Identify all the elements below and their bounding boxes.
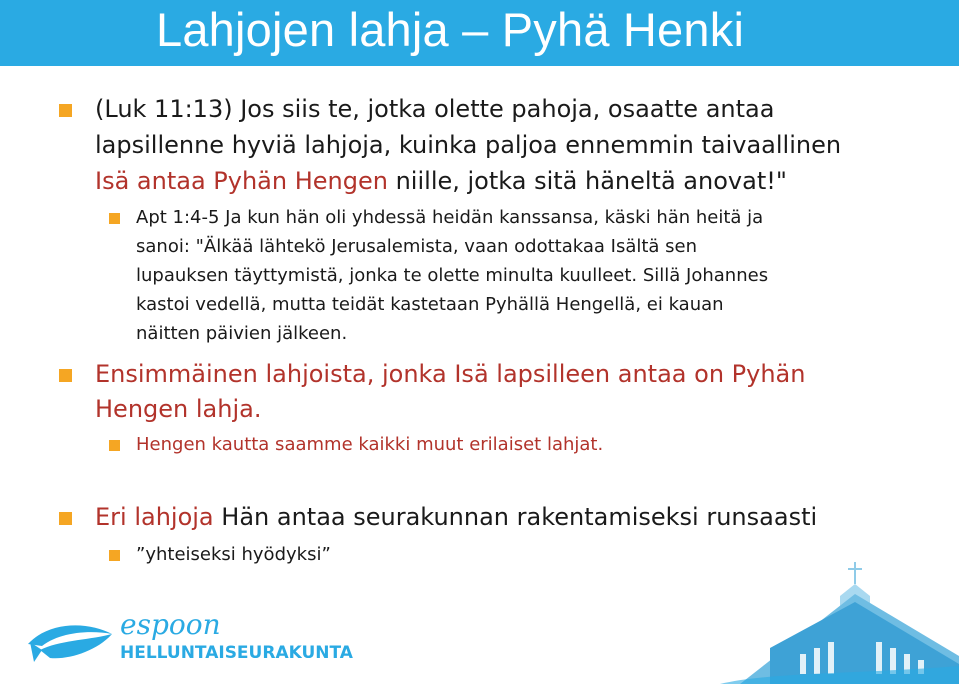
p3-highlight: Eri lahjoja bbox=[95, 503, 214, 531]
p2-sub-line1: Hengen kautta saamme kaikki muut erilaiset lahjat. bbox=[136, 434, 604, 455]
sub-bullet-icon bbox=[109, 440, 120, 451]
bullet-icon bbox=[59, 512, 72, 525]
sub-bullet-icon bbox=[109, 213, 120, 224]
p1-line2: lapsillenne hyviä lahjoja, kuinka paljoa ennemmin taivaallinen bbox=[95, 131, 842, 159]
p2-line1: Ensimmäinen lahjoista, jonka Isä lapsilleen antaa on Pyhän bbox=[95, 360, 806, 388]
p1-sub-line1: Apt 1:4-5 Ja kun hän oli yhdessä heidän kanssansa, käski hän heitä ja bbox=[136, 207, 764, 228]
p3-line1 bbox=[95, 498, 895, 536]
p1-highlight: Isä antaa Pyhän Hengen bbox=[95, 167, 388, 195]
title-bar bbox=[0, 0, 959, 66]
p1-line3-rest: niille, jotka sitä häneltä anovat!" bbox=[387, 167, 787, 195]
bullet-icon bbox=[59, 104, 72, 117]
p1-line1: (Luk 11:13) Jos siis te, jotka olette pahoja, osaatte antaa bbox=[95, 95, 775, 123]
p1-sub-line5: näitten päivien jälkeen. bbox=[136, 323, 348, 344]
fish-icon bbox=[28, 625, 112, 662]
church-illustration bbox=[680, 556, 959, 684]
logo-script: espoon bbox=[120, 608, 221, 641]
p1-sub-line3: lupauksen täyttymistä, jonka te olette minulta kuulleet. Sillä Johannes bbox=[136, 265, 769, 286]
p1-line3 bbox=[95, 162, 895, 200]
p2-line2: Hengen lahja. bbox=[95, 395, 262, 423]
p1-sub-line2: sanoi: "Älkää lähtekö Jerusalemista, vaan odottakaa Isältä sen bbox=[136, 236, 698, 257]
sub-bullet-icon bbox=[109, 550, 120, 561]
slide-title: Lahjojen lahja – Pyhä Henki bbox=[156, 3, 745, 56]
p1-sub-line4: kastoi vedellä, mutta teidät kastetaan Pyhällä Hengellä, ei kauan bbox=[136, 294, 724, 315]
logo-name: HELLUNTAISEURAKUNTA bbox=[120, 643, 353, 663]
church-logo bbox=[20, 600, 353, 680]
p3-rest: Hän antaa seurakunnan rakentamiseksi runsaasti bbox=[213, 503, 818, 531]
p3-sub-line1: ”yhteiseksi hyödyksi” bbox=[136, 544, 331, 565]
bullet-icon bbox=[59, 369, 72, 382]
